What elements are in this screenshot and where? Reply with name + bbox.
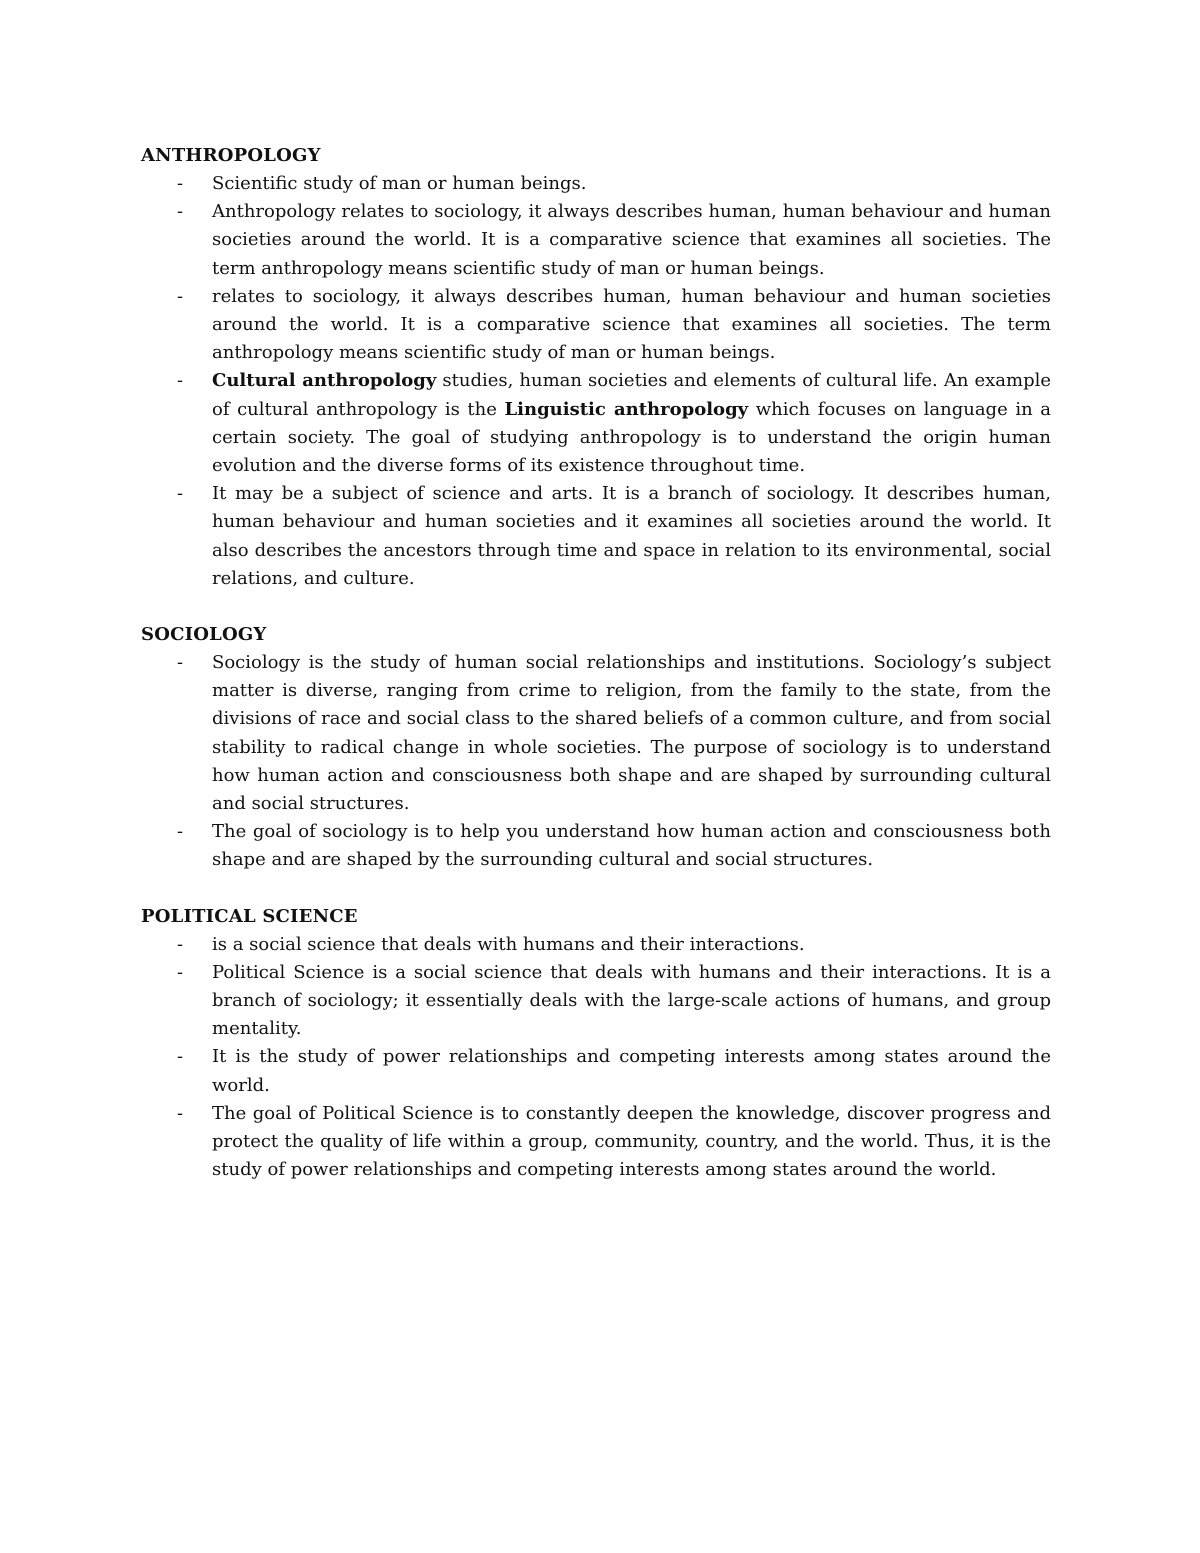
section-heading: POLITICAL SCIENCE: [141, 905, 358, 927]
list-item: [141, 198, 1051, 283]
item-text: is a social science that deals with humans and their interactions.: [212, 933, 805, 955]
bullet-dash: -: [177, 1102, 184, 1124]
section-political-science: [141, 903, 1051, 1185]
document-page: [141, 142, 1051, 1213]
item-text: It is the study of power relationships and competing interests among states around the world.: [212, 1046, 1051, 1096]
list-item: [141, 649, 1051, 818]
bullet-dash: -: [177, 933, 184, 955]
bullet-dash: -: [177, 961, 184, 983]
term-cultural-anthropology: Cultural anthropology: [212, 370, 437, 392]
item-text: studies, human societies and elements of cultural life. An example of cultural anthropology is the: [212, 370, 1051, 420]
item-text: Sociology is the study of human social relationships and institutions. Sociology’s subject matter is diverse, ranging from crime to religion, from the family to the state, from the divisions of race and social class to the shared beliefs of a common culture, and from social stability to radical change in whole societies. The purpose of sociology is to understand how human action and consciousness both shape and are shaped by surrounding cultural and social structures.: [212, 652, 1051, 815]
item-text: The goal of sociology is to help you understand how human action and consciousness both shape and are shaped by the surrounding cultural and social structures.: [212, 821, 1051, 871]
bullet-dash: -: [177, 201, 184, 223]
item-text: Political Science is a social science that deals with humans and their interactions. It is a branch of sociology; it essentially deals with the large-scale actions of humans, and group mentality.: [212, 961, 1051, 1040]
section-sociology: [141, 621, 1051, 875]
list-item: [141, 170, 1051, 198]
section-heading: SOCIOLOGY: [141, 624, 267, 646]
bullet-dash: -: [177, 173, 184, 194]
section-anthropology: [141, 142, 1051, 593]
section-heading: ANTHROPOLOGY: [141, 145, 321, 166]
list-item: [141, 1043, 1051, 1099]
bullet-list: [141, 649, 1051, 875]
list-item: [141, 959, 1051, 1044]
list-item: [141, 1100, 1051, 1185]
item-text: Scientific study of man or human beings.: [212, 173, 587, 194]
term-linguistic-anthropology: Linguistic anthropology: [504, 398, 749, 420]
list-item: [141, 931, 1051, 959]
bullet-list: [141, 170, 1051, 593]
item-text: It may be a subject of science and arts. It is a branch of sociology. It describes human, human behaviour and human societies and it examines all societies around the world. It also describes the ancestors through time and space in relation to its environmental, social relations, and culture.: [212, 483, 1051, 589]
bullet-dash: -: [177, 821, 184, 843]
list-item: [141, 818, 1051, 874]
bullet-dash: -: [177, 652, 184, 674]
item-text: The goal of Political Science is to constantly deepen the knowledge, discover progress and protect the quality of life within a group, community, country, and the world. Thus, it is the study of power relationships and competing interests among states around the world.: [212, 1102, 1051, 1181]
bullet-dash: -: [177, 1046, 184, 1068]
item-text: relates to sociology, it always describes human, human behaviour and human societies around the world. It is a comparative science that examines all societies. The term anthropology means scientific study of man or human beings.: [212, 285, 1051, 364]
list-item: [141, 283, 1051, 368]
item-text: which focuses on language in a certain society. The goal of studying anthropology is to understand the origin human evolution and the diverse forms of its existence throughout time.: [212, 398, 1051, 477]
bullet-dash: -: [177, 370, 184, 392]
item-text: Anthropology relates to sociology, it always describes human, human behaviour and human societies around the world. It is a comparative science that examines all societies. The term anthropology means scientific study of man or human beings.: [212, 201, 1051, 279]
bullet-dash: -: [177, 483, 184, 505]
bullet-dash: -: [177, 285, 184, 307]
bullet-list: [141, 931, 1051, 1185]
list-item: [141, 367, 1051, 480]
list-item: [141, 480, 1051, 593]
